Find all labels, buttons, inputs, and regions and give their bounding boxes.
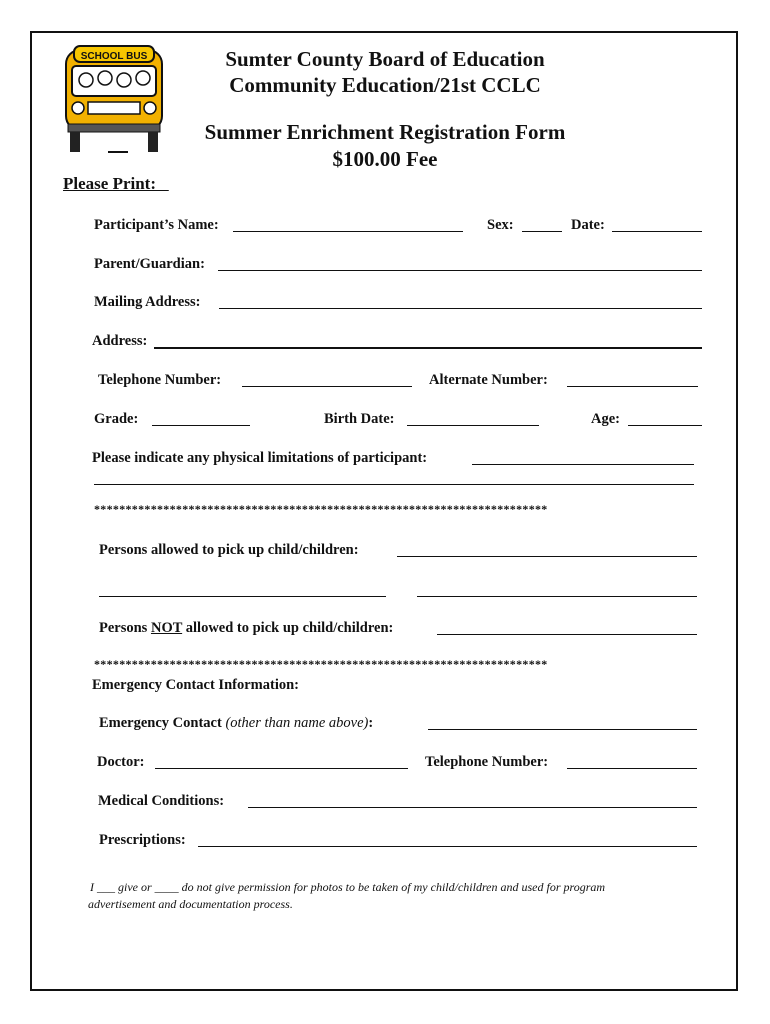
participant-name-field[interactable] <box>233 231 463 232</box>
fee-label: $100.00 Fee <box>332 147 438 171</box>
date-label: Date: <box>571 217 605 233</box>
sex-field[interactable] <box>522 231 562 232</box>
pickup-not-allowed-field[interactable] <box>437 634 697 635</box>
parent-guardian-label: Parent/Guardian: <box>94 256 205 272</box>
date-field[interactable] <box>612 231 702 232</box>
physical-limitations-field[interactable] <box>472 464 694 465</box>
doctor-field[interactable] <box>155 768 408 769</box>
pickup-allowed-label: Persons allowed to pick up child/children: <box>99 542 359 558</box>
emergency-contact-field[interactable] <box>428 729 697 730</box>
address-field[interactable] <box>154 347 702 349</box>
medical-conditions-field[interactable] <box>248 807 697 808</box>
emergency-heading: Emergency Contact Information: <box>92 677 299 693</box>
physical-limitations-label: Please indicate any physical limitations of participant: <box>92 450 428 466</box>
pickup-allowed-field-3[interactable] <box>417 596 697 597</box>
doctor-label: Doctor: <box>97 754 145 770</box>
alternate-number-label: Alternate Number: <box>429 372 548 388</box>
prescriptions-label: Prescriptions: <box>99 832 186 848</box>
pickup-not-allowed-label: Persons NOT allowed to pick up child/children: <box>99 620 394 636</box>
form-title: Summer Enrichment Registration Form <box>204 120 566 144</box>
alternate-number-field[interactable] <box>567 386 698 387</box>
participant-name-label: Participant’s Name: <box>94 217 219 233</box>
photo-permission-line2: advertisement and documentation process. <box>88 897 293 911</box>
physical-limitations-field-2[interactable] <box>94 484 694 485</box>
pickup-allowed-field-2[interactable] <box>99 596 386 597</box>
telephone-field[interactable] <box>242 386 412 387</box>
program-title: Community Education/21st CCLC <box>229 73 541 97</box>
telephone-label: Telephone Number: <box>98 372 222 388</box>
pickup-allowed-field[interactable] <box>397 556 697 557</box>
birth-date-label: Birth Date: <box>324 411 395 427</box>
age-label: Age: <box>591 411 620 427</box>
please-print: Please Print: <box>63 174 156 193</box>
org-title: Sumter County Board of Education <box>225 47 545 71</box>
doctor-phone-field[interactable] <box>567 768 697 769</box>
sex-label: Sex: <box>487 217 514 233</box>
separator-stars: ************************************************************************ <box>94 502 548 516</box>
doctor-phone-label: Telephone Number: <box>425 754 549 770</box>
mailing-address-field[interactable] <box>219 308 702 309</box>
prescriptions-field[interactable] <box>198 846 697 847</box>
mailing-address-label: Mailing Address: <box>94 294 201 310</box>
grade-label: Grade: <box>94 411 139 427</box>
grade-field[interactable] <box>152 425 250 426</box>
birth-date-field[interactable] <box>407 425 539 426</box>
age-field[interactable] <box>628 425 702 426</box>
medical-conditions-label: Medical Conditions: <box>98 793 225 809</box>
emergency-contact-label: Emergency Contact (other than name above): <box>99 715 374 731</box>
logo-text: SCHOOL BUS <box>80 51 148 62</box>
photo-permission-line1: I ___ give or ____ do not give permission for photos to be taken of my child/children and used for program <box>90 880 606 894</box>
address-label: Address: <box>92 333 148 349</box>
parent-guardian-field[interactable] <box>218 270 702 271</box>
separator-stars-2: ************************************************************************ <box>94 657 548 671</box>
